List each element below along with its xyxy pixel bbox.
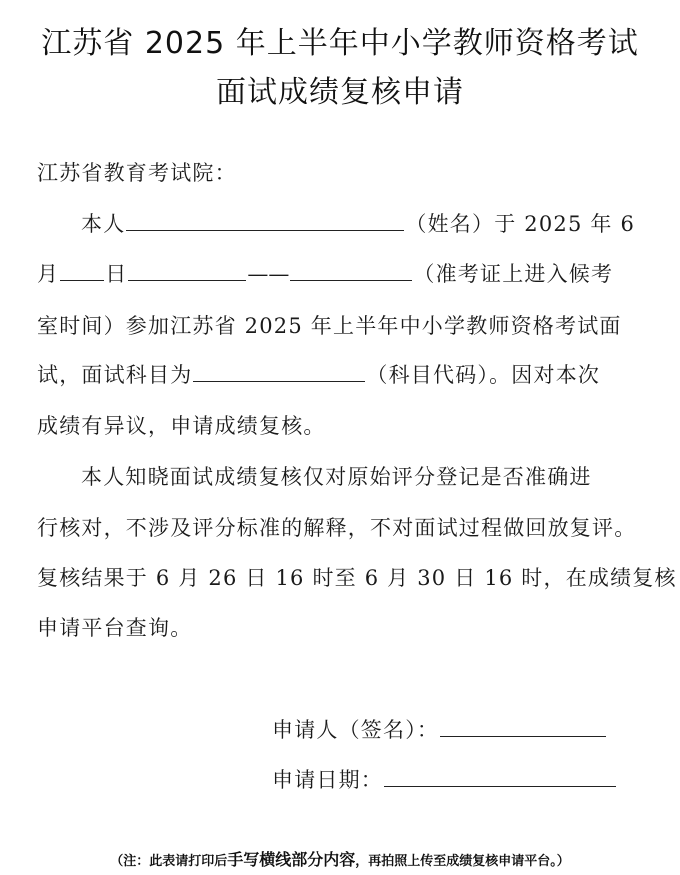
name-blank[interactable] xyxy=(126,210,404,231)
para2-line-2: 行核对，不涉及评分标准的解释，不对面试过程做回放复评。 xyxy=(37,516,637,540)
applicant-signature-row xyxy=(272,714,607,744)
para1-line-1 xyxy=(81,208,635,238)
date-blank[interactable] xyxy=(384,766,616,787)
footnote xyxy=(0,847,680,870)
subject-blank[interactable] xyxy=(193,361,365,382)
footnote-before: （注：此表请打印后 xyxy=(110,854,228,869)
para1-line-5: 成绩有异议，申请成绩复核。 xyxy=(37,414,326,438)
salutation: 江苏省教育考试院： xyxy=(37,161,237,185)
para1-line-3: 室时间）参加江苏省 2025 年上半年中小学教师资格考试面 xyxy=(37,314,622,338)
text-suffix: （科目代码）。因对本次 xyxy=(366,363,601,387)
day-label: 日 xyxy=(105,262,128,286)
title-line-2: 面试成绩复核申请 xyxy=(216,75,464,110)
day-blank[interactable] xyxy=(60,260,104,281)
signature-blank[interactable] xyxy=(440,716,606,737)
text-suffix: （姓名）于 2025 年 6 xyxy=(405,212,636,236)
text-suffix: （准考证上进入候考 xyxy=(413,262,614,286)
text-prefix: 试，面试科目为 xyxy=(37,363,193,387)
para1-line-2 xyxy=(37,258,613,288)
para2-line-1: 本人知晓面试成绩复核仅对原始评分登记是否准确进 xyxy=(81,465,592,489)
para2-line-3: 复核结果于 6 月 26 日 16 时至 6 月 30 日 16 时，在成绩复核 xyxy=(37,566,677,590)
text-prefix: 本人 xyxy=(81,212,126,236)
applicant-label: 申请人（签名）： xyxy=(272,718,440,742)
month-label: 月 xyxy=(37,262,60,286)
footnote-after: ，再拍照上传至成绩复核申请平台。） xyxy=(355,854,570,869)
para2-line-4: 申请平台查询。 xyxy=(37,616,193,640)
para1-line-4 xyxy=(37,359,600,389)
end-time-blank[interactable] xyxy=(290,260,412,281)
footnote-emphasis: 手写横线部分内容 xyxy=(227,850,356,869)
application-date-row xyxy=(272,764,617,794)
date-label: 申请日期： xyxy=(272,768,383,792)
title-line-1: 江苏省 2025 年上半年中小学教师资格考试 xyxy=(41,26,639,61)
start-time-blank[interactable] xyxy=(128,260,246,281)
time-dash: —— xyxy=(247,262,290,286)
